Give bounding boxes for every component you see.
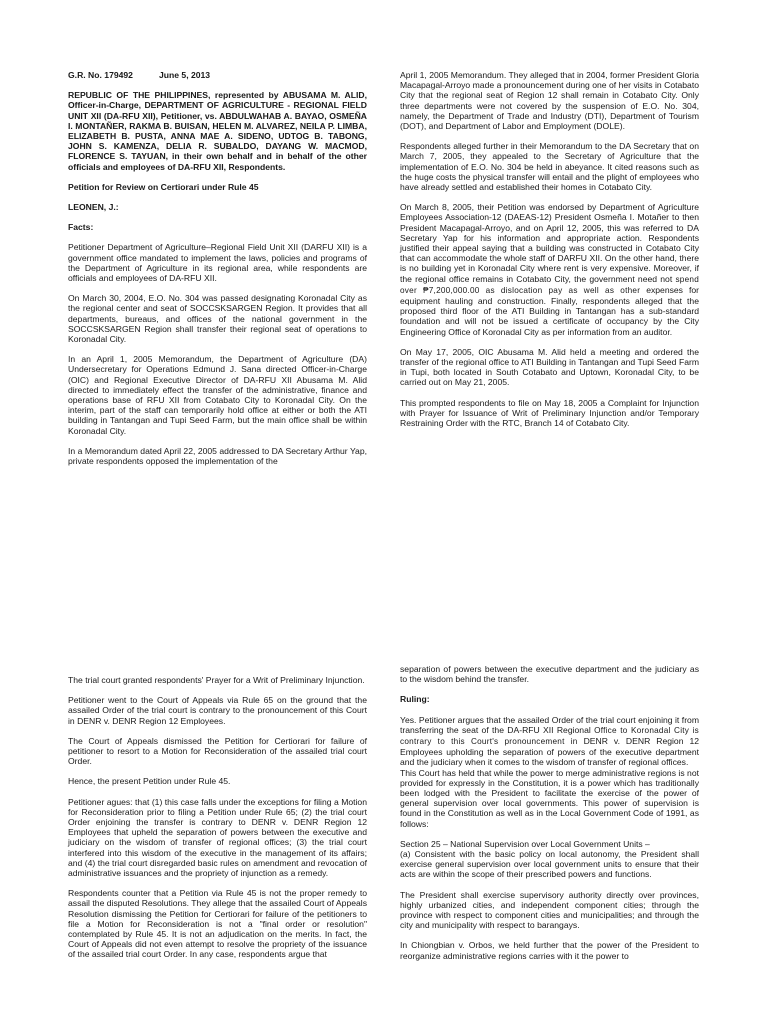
case-number: G.R. No. 179492	[68, 70, 133, 80]
paragraph-text: expenses for equipment hauling and construction. Finally, respondents alleged that the proposed third floor of the ATI Building in Tantangan has a sub-standard foundation and will not be issued a certificate of occupancy by the City Engineering Office of Koronadal City as per information from an auditor.	[400, 284, 699, 337]
paragraph-text: DENR v. DENR Region 12 Employees upholding the separation of powers of the executive department and the judiciary when it comes to the wisdom of transfer of regional offices.	[400, 736, 700, 768]
facts-paragraph: On March 30, 2004, E.O. No. 304 was passed designating Koronadal City as the regional center and seat of SOCCSKSARGEN Region. It provides that all departments, bureaus, and offices of the national government in the SOCCSKSARGEN Region shall transfer their regional seat of operations to Koronadal City.	[68, 293, 367, 345]
top-left-column	[68, 70, 367, 476]
bottom-left-column	[68, 675, 367, 970]
body-paragraph: separation of powers between the executive department and the judiciary as to the wisdom behind the transfer.	[400, 664, 699, 685]
facts-paragraph: Respondents alleged further in their Memorandum to the DA Secretary that on March 7, 2005, they appealed to the Secretary of Agriculture that the implementation of E.O. No. 304 be held in abeyance. It cited reasons such as the huge costs the physical transfer will entail and the plight of employees who have already settled and established their homes in Cotabato City.	[400, 141, 699, 193]
case-header	[68, 70, 367, 80]
facts-paragraph: In a Memorandum dated April 22, 2005 addressed to DA Secretary Arthur Yap, private respondents opposed the implementation of the	[68, 445, 367, 467]
facts-paragraph	[400, 202, 699, 337]
paragraph-text: Yes. Petitioner argues that the assailed Order of the trial court enjoining it from transferring the seat of the DA-RFU XII Regional	[400, 714, 699, 735]
paragraph-text-wide: Office to Koronadal City is contrary to this Court's pronouncement in	[400, 725, 700, 747]
ruling-paragraph: The President shall exercise supervisory authority directly over provinces, highly urbanized cities, and independent component cities; through the province with respect to component cities and municipalities; and through the city and municipality with respect to barangays.	[400, 889, 699, 931]
facts-heading: Facts:	[68, 222, 94, 233]
body-paragraph: Hence, the present Petition under Rule 45.	[68, 776, 231, 787]
case-date: June 5, 2013	[158, 70, 211, 80]
paragraph-text-wide: spend over ₱7,200,000.00 as dislocation pay as well as other	[400, 274, 700, 295]
body-paragraph: The trial court granted respondents' Prayer for a Writ of Preliminary Injunction.	[68, 675, 365, 685]
facts-paragraph: In an April 1, 2005 Memorandum, the Department of Agriculture (DA) Undersecretary for Operations Edmund J. Sana directed Officer-in-Charge (OIC) and Regional Executive Director of DA-RFU XII Abusama M. Alid directed to immediately effect the transfer of the administrative, finance and operations base of RFU XII from Cotabato City to Koronadal City. On the interim, part of the staff can temporarily hold office at either or both the ATI building in Tantangan and Tupi Seed Farm, but the main office shall be within Koronadal City.	[68, 354, 367, 436]
facts-paragraph: On May 17, 2005, OIC Abusama M. Alid held a meeting and ordered the transfer of the regional office to ATI Building in Tantangan and Tupi Seed Farm in Tupi, both located in South Cotabato and Uptown, Koronadal City, to be carried out on May 21, 2005.	[400, 346, 699, 388]
ruling-paragraph: This Court has held that while the power to merge administrative regions is not provided for expressly in the Constitution, it is a power which has traditionally been lodged with the President to facilitate the exercise of the power of general supervision over local governments. This power of supervision is found in the Constitution as well as in the Local Government Code of 1991, as follows:	[400, 767, 699, 829]
body-paragraph: Petitioner agues: that (1) this case falls under the exceptions for filing a Motion for Reconsideration prior to filing a Petition under Rule 65; (2) the trial court Order enjoining the transfer is contrary to DENR v. DENR Region 12 Employees that upheld the separation of powers between the executive and judiciary on the wisdom of transfer of regional offices; (3) the trial court interfered into this wisdom of the executive in the management of its affairs; and (4) the trial court disregarded basic rules on amendment and revocation of administrative issuances and the propriety of injunction as a remedy.	[68, 796, 367, 879]
body-paragraph: Respondents counter that a Petition via Rule 45 is not the proper remedy to assail the disputed Resolutions. They allege that the assailed Court of Appeals Resolution dismissing the Petition for Certiorari for failure of the petitioners to file a Motion for Reconsideration is not a "final order or resolution" contemplated by Rule 45. It is not an adjudication on the merits. In fact, the Court of Appeals did not even attempt to resolve the propriety of the issuance of the assailed trial court Order. In any case, respondents argue that	[68, 888, 367, 960]
paragraph-text: On March 8, 2005, their Petition was endorsed by Department of Agriculture Employees Association-12 (DAEAS-12) President Osmeña I. Motañer to then President Macapagal-Arroyo, and on April 12, 2005, this was referred to DA Secretary Yap for his information and appropriate action. Respondents justified their appeal saying that a building was constructed in Cotabato City that can accommodate the whole staff of DARFU XII. On the other hand, there is no building yet in Koronadal City where rent is very expensive. Moreover, if the regional office remains in Cotabato City, the government need not	[400, 202, 699, 284]
ruling-paragraph	[400, 715, 699, 768]
case-caption: REPUBLIC OF THE PHILIPPINES, represented by ABUSAMA M. ALID, Officer-in-Charge, DEPARTMENT OF AGRICULTURE - REGIONAL FIELD UNIT XII (DA-RFU XII), Petitioner, vs. ABDULWAHAB A. BAYAO, OSMEÑA I. MONTAÑER, RAKMA B. BUISAN, HELEN M. ALVAREZ, NEILA P. LIMBA, ELIZABETH B. PUSTA, ANNA MAE A. SIDENO, UDTOG B. TABONG, JOHN S. KAMENZA, DELIA R. SUBALDO, DAYANG W. MACMOD, FLORENCE S. TAYUAN, in their own behalf and in behalf of the other officials and employees of DA-RFU XII, Respondents.	[68, 90, 367, 172]
body-paragraph: The Court of Appeals dismissed the Petition for Certiorari for failure of petitioner to resort to a Motion for Reconsideration of the assailed trial court Order.	[68, 735, 367, 767]
section-title: Section 25 – National Supervision over Local Government Units –	[400, 838, 650, 849]
petition-type: Petition for Review on Certiorari under Rule 45	[68, 181, 259, 192]
top-right-column	[400, 70, 699, 438]
ponente: LEONEN, J.:	[68, 202, 119, 213]
ruling-paragraph: In Chiongbian v. Orbos, we held further that the power of the President to reorganize administrative regions carries with it the power to	[400, 940, 699, 961]
bottom-right-column	[400, 664, 699, 971]
facts-paragraph: This prompted respondents to file on May 18, 2005 a Complaint for Injunction with Prayer for Issuance of Writ of Preliminary Injunction and/or Temporary Restraining Order with the RTC, Branch 14 of Cotabato City.	[400, 397, 699, 429]
facts-paragraph: April 1, 2005 Memorandum. They alleged that in 2004, former President Gloria Macapagal-Arroyo made a pronouncement during one of her visits in Cotabato City that the regional seat of Region 12 shall remain in Cotabato City. Only three departments were not covered by the suspension of E.O. No. 304, namely, the Department of Trade and Industry (DTI), Department of Tourism (DOT), and Department of Labor and Employment (DOLE).	[400, 70, 699, 132]
section-text: (a) Consistent with the basic policy on local autonomy, the President shall exercise general supervision over local government units to ensure that their acts are within the scope of their prescribed powers and functions.	[400, 849, 699, 880]
body-paragraph: Petitioner went to the Court of Appeals via Rule 65 on the ground that the assailed Order of the trial court is contrary to the pronouncement of this Court in DENR v. DENR Region 12 Employees.	[68, 695, 367, 726]
facts-paragraph: Petitioner Department of Agriculture–Regional Field Unit XII (DARFU XII) is a government office mandated to implement the laws, policies and programs of the Department of Agriculture in its regional area, while respondents are officials and employees of DA-RFU XII.	[68, 242, 367, 284]
ruling-heading: Ruling:	[400, 694, 430, 705]
